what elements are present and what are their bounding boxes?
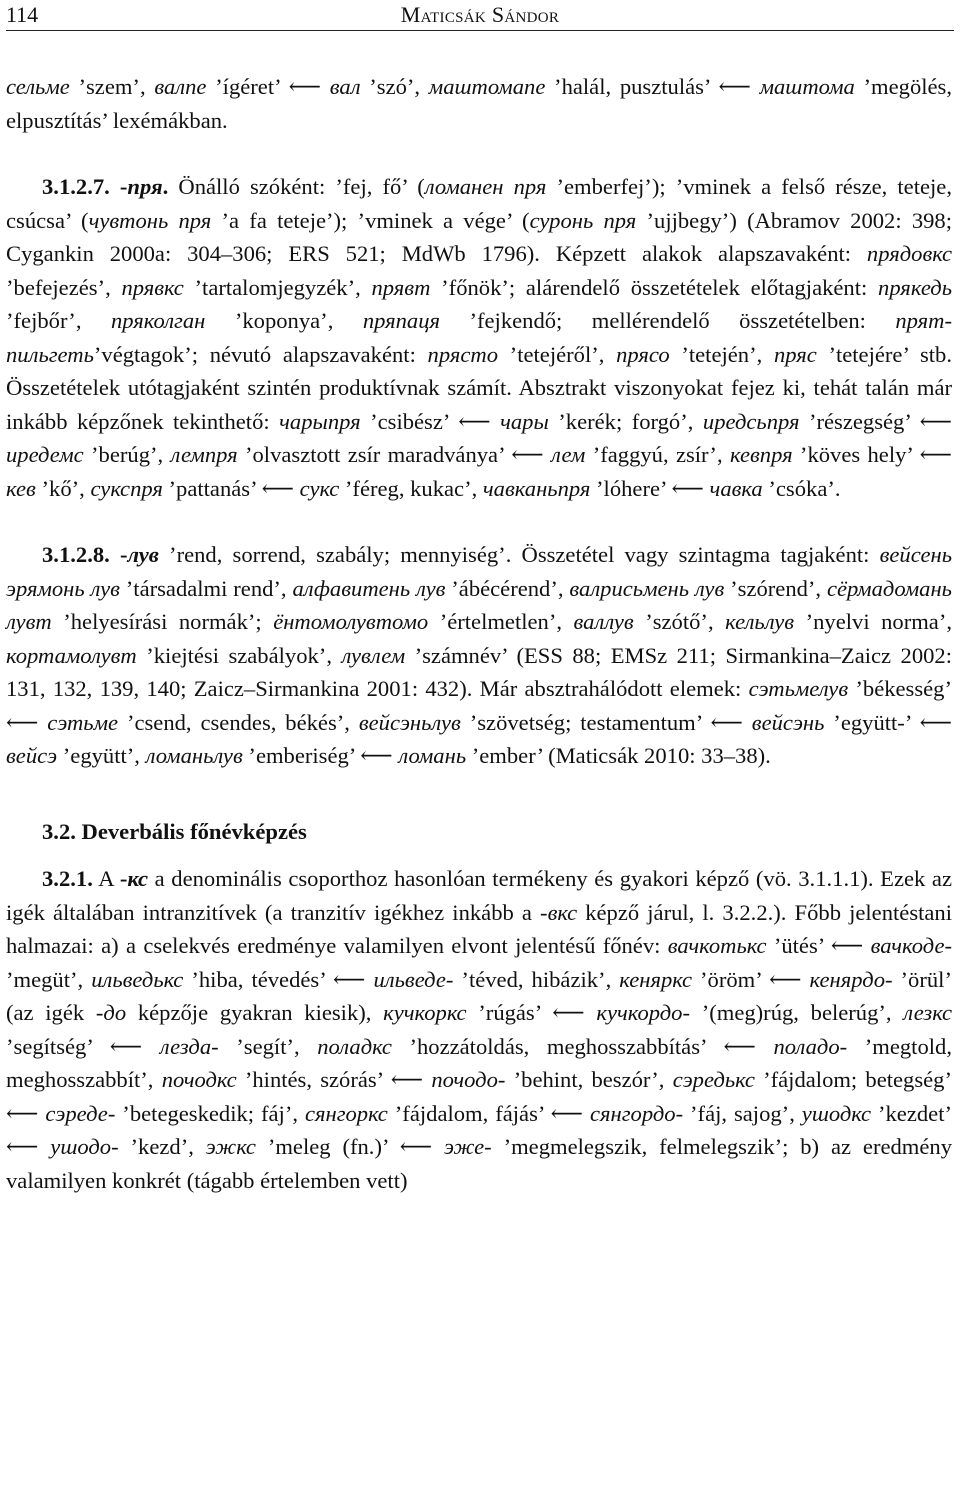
running-header xyxy=(6,0,954,31)
paragraph-3-1-2-8: 3.1.2.8. -лув ’rend, sorrend, szabály; mennyiség’. Összetétel vagy szintagma tagjaként: вейсень эрямонь лув ’társadalmi rend’, алфавитень лув ’ábécérend’, валрисьмень лув ’szórend’, сёрмадомань лувт ’helyesírási normák’; ёнтомолувтомо ’értelmetlen’, валлув ’szótő’, кельлув ’nyelvi norma’, кортамолувт ’kiejtési szabályok’, лувлем ’számnév’ (ESS 88; EMSz 211; Sirmankina–Zaicz 2002: 131, 132, 139, 140; Zaicz–Sirmankina 2001: 432). Már absztrahálódott elemek: сэтьмелув ’békesség’ ⟵ сэтьме ’csend, csendes, békés’, вейсэньлув ’szövetség; testamentum’ ⟵ вейсэнь ’együtt-’ ⟵ вейсэ ’együtt’, ломаньлув ’emberiség’ ⟵ ломань ’ember’ (Maticsák 2010: 33–38). xyxy=(6,542,952,768)
page-number: 114 xyxy=(6,2,39,27)
paragraph-3-1-2-7: 3.1.2.7. -пря. Önálló szóként: ’fej, fő’ (ломанен пря ’emberfej’); ’vminek a felső része, teteje, csúcsa’ (чувтонь пря ’a fa teteje’); ’vminek a vége’ (суронь пря ’ujjbegy’) (Abramov 2002: 398; Cygankin 2000a: 304–306; ERS 521; MdWb 1796). Képzett alakok alapszavaként: прядовкс ’befejezés’, прявкс ’tartalomjegyzék’, прявт ’főnök’; alárendelő összetételek előtagjaként: прякедь ’fejbőr’, пряколган ’koponya’, пряпаця ’fejkendő; mellérendelő összetételben: прят-пильгеть’végtagok’; névutó alapszavaként: прясто ’tetejéről’, прясо ’tetején’, пряс ’tetejére’ stb. Összetételek utótagjaként szintén produktívnak számít. Absztrakt viszonyokat fejez ki, tehát talán már inkább képzőnek tekinthető: чарыпря ’csibész’ ⟵ чары ’kerék; forgó’, иредсьпря ’részegség’ ⟵ иредемс ’berúg’, лемпря ’olvasztott zsír maradványa’ ⟵ лем ’faggyú, zsír’, кевпря ’köves hely’ ⟵ кев ’kő’, сукспря ’pattanás’ ⟵ сукс ’féreg, kukac’, чавканьпря ’lóhere’ ⟵ чавка ’csóka’. xyxy=(6,174,953,501)
running-title: Maticsák Sándor xyxy=(400,2,560,27)
paragraph-3-2-1: 3.2.1. A -кс a denominális csoporthoz hasonlóan termékeny és gyakori képző (vö. 3.1.1.1). Ezek az igék általában intranzitívek (a tranzitív igékhez inkább a -вкс képző járul, l. 3.2.2.). Főbb jelentéstani halmazai: a) a cselekvés eredménye valamilyen elvont jelentésű főnév: вачкотькс ’ütés’ ⟵ вачкоде- ’megüt’, ильведькс ’hiba, tévedés’ ⟵ ильведе- ’téved, hibázik’, кеняркс ’öröm’ ⟵ кенярдо- ’örül’ (az igék -до képzője gyakran kiesik), кучкоркс ’rúgás’ ⟵ кучкордо- ’(meg)rúg, belerúg’, лезкс ’segítség’ ⟵ лезда- ’segít’, поладкс ’hozzátoldás, meghosszabbítás’ ⟵ поладо- ’megtold, meghosszabbít’, почодкс ’hintés, szórás’ ⟵ почодо- ’behint, beszór’, сэредькс ’fájdalom; betegség’ ⟵ сэреде- ’betegeskedik; fáj’, сянгоркс ’fájdalom, fájás’ ⟵ сянгордо- ’fáj, sajog’, ушодкс ’kezdet’ ⟵ ушодо- ’kezd’, эжкс ’meleg (fn.)’ ⟵ эже- ’megmelegszik, felmelegszik’; b) az eredmény valamilyen konkrét (tágabb értelemben vett) xyxy=(6,866,953,1193)
paragraph-intro-continuation: сельме ’szem’, валпе ’ígéret’ ⟵ вал ’szó’, маштомапе ’halál, pusztulás’ ⟵ маштома ’megölés, elpusztítás’ lexémákban. xyxy=(6,74,952,133)
body-text xyxy=(6,70,952,1197)
section-heading-3-2: 3.2. Deverbális főnévképzés xyxy=(42,818,307,844)
